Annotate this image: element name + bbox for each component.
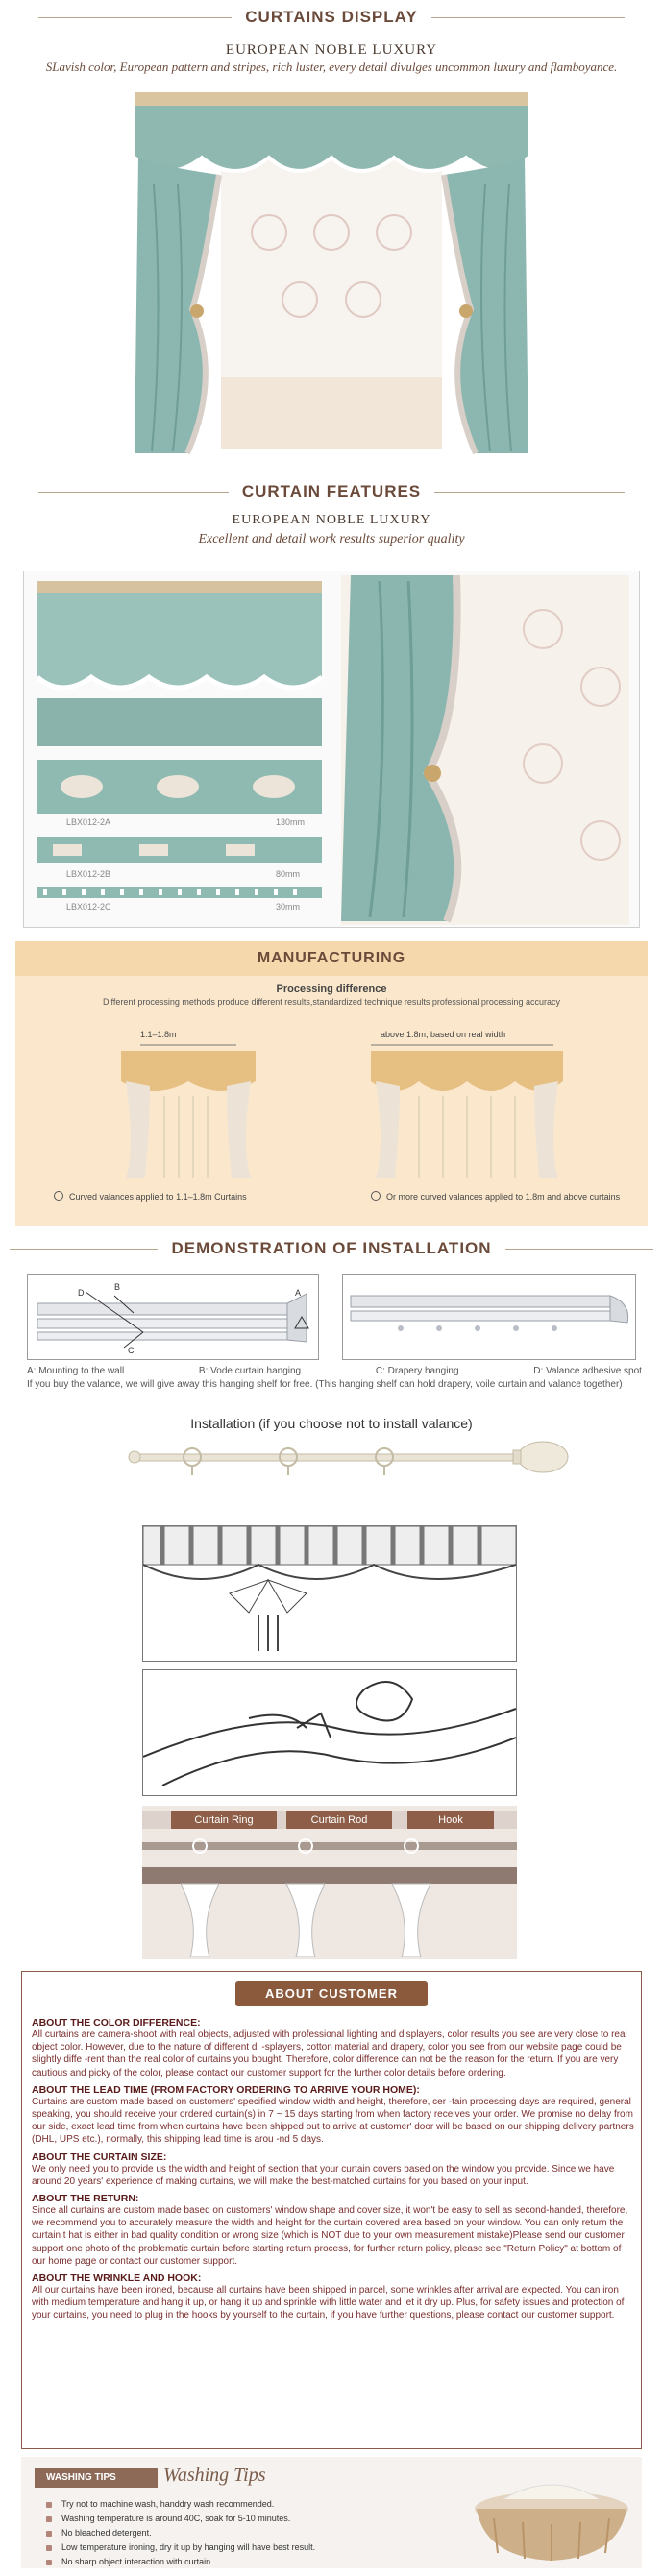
left-caption: Curved valances applied to 1.1–1.8m Curtains — [69, 1192, 247, 1202]
trim-code-a: LBX012-2A — [66, 817, 111, 827]
label-d: D — [78, 1288, 85, 1298]
installation-note: If you buy the valance, we will give away this hanging shelf for free. (This hanging shelf can hold drapery, voile curtain and valance together) — [27, 1379, 623, 1390]
bullet-icon — [46, 2531, 52, 2537]
tip-text: Low temperature ironing, dry it up by hanging will have best result. — [61, 2542, 316, 2552]
trim-size-c: 30mm — [276, 902, 301, 911]
valance-diagrams — [15, 1043, 648, 1187]
service-body — [32, 2012, 635, 2322]
processing-difference-title: Processing difference — [276, 984, 387, 995]
bullet-icon — [46, 2516, 52, 2522]
bullet-icon — [54, 1191, 63, 1201]
trim-size-a: 130mm — [276, 817, 306, 827]
return-text: Since all curtains are custom made based on customers' window shape and cover size, it won't be easy to sell as second-handed, therefore, we recommend you to accurately measure the width and height for the curtain covered area based on your window. You can only return the curtain t hat is either in bad quality condition or wrong size (which is NOT due to your own measurement mistake)Please send our customer support one photo of the problematic curtain before starting return process, for further return policy, please see "Return Policy" at bottom of our home page or contact our customer support. — [32, 2205, 628, 2267]
features-image-panel — [23, 571, 640, 928]
display-subtitle: EUROPEAN NOBLE LUXURY — [225, 42, 438, 58]
part-curtain-ring: Curtain Ring — [171, 1811, 277, 1829]
return-heading: ABOUT THE RETURN: — [32, 2193, 139, 2205]
right-caption: Or more curved valances applied to 1.8m and above curtains — [386, 1192, 621, 1202]
features-description: Excellent and detail work results superior quality — [198, 532, 465, 547]
pleat-diagram-2 — [142, 1669, 517, 1796]
tip-text: Washing temperature is around 40C, soak for 5-10 minutes. — [61, 2514, 291, 2523]
color-difference-text: All curtains are camera-shoot with real objects, adjusted with professional lighting and displayers, color results you see are very close to real object color. However, due to the nature of different di -splayers, cotton material and drapery, color you see from our website page could be slightly diffe -rent than the real color of curtains you bought. Therefore, color difference can not be the reason for the return. If you are very cautious and picky of the color, please contact our customer support for the further color details before ordering. — [32, 2029, 627, 2078]
lead-time-text: Curtains are custom made based on customers' specified window width and height, therefore, cer -tain processing days are required, general speaking, you should receive your ordered curtain(s) in 7 ~ 15 days starting from when factory receives your order. We promise no delay from our side, exact lead time from when curtains have been shipped out to arrive at customer' door will be based on our shipping delivery partners (DHL, UPS etc.), normally, this shipping lead time is arou -nd 5 days. — [32, 2096, 634, 2146]
tip-text: No sharp object interaction with curtain. — [61, 2557, 213, 2566]
wrinkle-hook-text: All our curtains have been ironed, because all curtains have been shipped in parcel, some wrinkles after arrival are expected. You can iron with medium temperature and hang it up, or hang it up and sprinkle with little water and let it dry up. Plus, for safety issues and protection of your curtains, you need to plug in the hooks by yourself to the curtain, if you have further questions, please contact our customer support. — [32, 2285, 625, 2321]
right-caption-row — [371, 1191, 630, 1203]
processing-difference-desc: Different processing methods produce different results,standardized technique results professional processing accuracy — [103, 997, 560, 1007]
bullet-icon — [371, 1191, 381, 1201]
right-range-label: above 1.8m, based on real width — [381, 1030, 506, 1039]
pleat-diagram-1 — [142, 1525, 517, 1662]
installation-title: DEMONSTRATION OF INSTALLATION — [158, 1239, 504, 1258]
list-item — [46, 2540, 315, 2555]
list-item — [46, 2512, 315, 2526]
curtain-size-text: We only need you to provide us the width and height of section that your curtain covers based on the window you provide. Since we have around 20 years' experience of making curtains, we will make the best-matched curtains for you based on your input. — [32, 2163, 615, 2187]
tip-text: Try not to machine wash, handdry wash recommended. — [61, 2499, 275, 2509]
washing-tips-script: Washing Tips — [163, 2465, 266, 2486]
bullet-icon — [46, 2502, 52, 2508]
part-curtain-rod: Curtain Rod — [286, 1811, 392, 1829]
lead-time-heading: ABOUT THE LEAD TIME (FROM FACTORY ORDERING TO ARRIVE YOUR HOME): — [32, 2083, 420, 2096]
trim-size-b: 80mm — [276, 869, 301, 879]
bullet-icon — [46, 2560, 52, 2565]
legend-b: B: Vode curtain hanging — [198, 1366, 302, 1376]
legend-a: A: Mounting to the wall — [27, 1366, 125, 1376]
rod-installation-title: Installation (if you choose not to install valance) — [190, 1416, 473, 1431]
list-item — [46, 2497, 315, 2512]
manufacturing-section — [15, 941, 648, 1226]
washing-tips-tag: WASHING TIPS — [35, 2468, 158, 2488]
left-range-label: 1.1–1.8m — [140, 1030, 177, 1039]
display-title: CURTAINS DISPLAY — [232, 8, 430, 27]
curtain-display-image — [135, 88, 528, 465]
installation-legend — [27, 1366, 642, 1376]
service-title: ABOUT CUSTOMER SERVICE — [235, 1981, 428, 2006]
trim-code-b: LBX012-2B — [66, 869, 111, 879]
label-a: A — [295, 1288, 302, 1298]
basket-image — [455, 2461, 638, 2566]
trim-code-c: LBX012-2C — [66, 902, 111, 911]
curtain-size-heading: ABOUT THE CURTAIN SIZE: — [32, 2151, 167, 2163]
features-title: CURTAIN FEATURES — [229, 482, 434, 501]
color-difference-heading: ABOUT THE COLOR DIFFERENCE: — [32, 2017, 201, 2029]
display-title-bar — [0, 8, 663, 27]
track-diagram-right — [342, 1274, 636, 1360]
tip-text: No bleached detergent. — [61, 2528, 152, 2538]
bullet-icon — [46, 2545, 52, 2551]
label-b-top: B — [114, 1282, 121, 1292]
list-item — [46, 2526, 315, 2540]
hanging-diagram — [142, 1806, 517, 1959]
installation-title-bar — [0, 1239, 663, 1258]
label-c: C — [128, 1346, 135, 1355]
manufacturing-title: MANUFACTURING — [15, 941, 648, 976]
left-caption-row — [54, 1191, 294, 1203]
washing-tips-section — [21, 2457, 642, 2568]
display-description: SLavish color, European pattern and stripes, rich luster, every detail divulges uncommon luxury and flamboyance. — [45, 60, 618, 74]
washing-tips-list — [46, 2497, 315, 2569]
features-title-bar — [0, 482, 663, 501]
legend-d: D: Valance adhesive spot — [533, 1366, 642, 1376]
part-hook: Hook — [407, 1811, 494, 1829]
wrinkle-hook-heading: ABOUT THE WRINKLE AND HOOK: — [32, 2272, 202, 2285]
features-subtitle: EUROPEAN NOBLE LUXURY — [232, 513, 431, 527]
legend-c: C: Drapery hanging — [375, 1366, 459, 1376]
curtain-rod-image — [0, 1437, 663, 1479]
track-diagram-left — [27, 1274, 319, 1360]
list-item — [46, 2555, 315, 2569]
customer-service-section — [21, 1971, 642, 2449]
